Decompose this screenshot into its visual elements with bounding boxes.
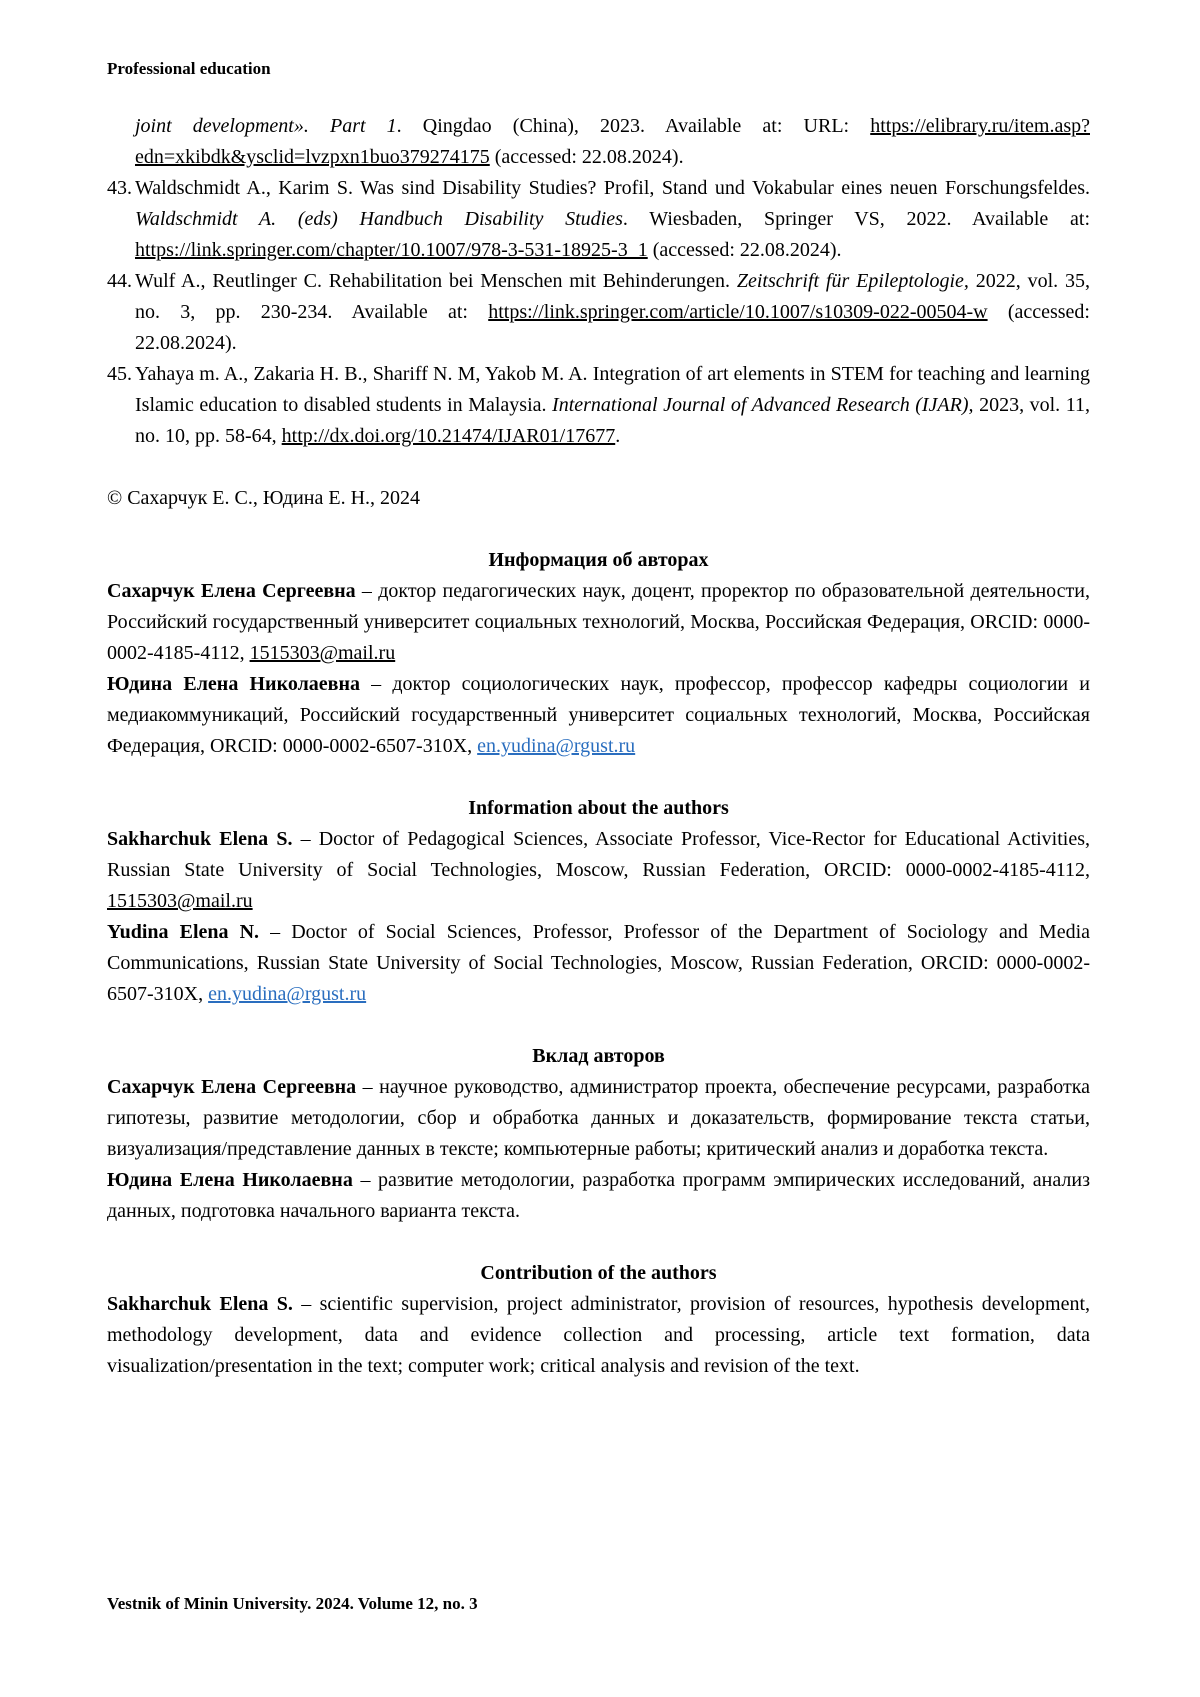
- author-paragraph: [107, 669, 1090, 762]
- author-paragraph: [107, 917, 1090, 1010]
- reference-item: [107, 111, 1090, 173]
- reference-number: [107, 111, 135, 173]
- email-link[interactable]: en.yudina@rgust.ru: [477, 735, 636, 757]
- text-run: joint development». Part 1: [135, 115, 397, 137]
- author-paragraph: [107, 824, 1090, 917]
- text-run: Zeitschrift für Epileptologie,: [736, 270, 969, 292]
- text-run: Yudina Elena N.: [107, 921, 260, 943]
- text-run: .: [615, 425, 621, 447]
- text-run: Sakharchuk Elena S.: [107, 828, 293, 850]
- text-run: . Qingdao (China), 2023. Available at: URL:: [396, 115, 871, 137]
- author-paragraph: [107, 576, 1090, 669]
- contribution-paragraph: [107, 1072, 1090, 1165]
- text-run: (accessed: 22.08.2024).: [135, 301, 1090, 354]
- email-link[interactable]: 1515303@mail.ru: [107, 890, 253, 912]
- reference-number: 44.: [107, 270, 132, 292]
- url-link[interactable]: https://link.springer.com/chapter/10.1007/978-3-531-18925-3_1: [135, 239, 648, 261]
- text-run: 2023, vol. 11, no. 10, pp. 58-64,: [135, 394, 1090, 447]
- section-contribution-en: [107, 1258, 1090, 1382]
- text-run: (accessed: 22.08.2024).: [489, 146, 684, 168]
- section-authors-info-en: [107, 793, 1090, 1010]
- section-authors-info-ru: [107, 545, 1090, 762]
- text-run: Yahaya m. A., Zakaria H. B., Shariff N. M, Yakob M. A. Integration of art elements in STEM for teaching and learning Islamic education to disabled students in Malaysia.: [135, 363, 1090, 416]
- text-run: – scientific supervision, project administrator, provision of resources, hypothesis development, methodology development, data and evidence collection and processing, article text formation, data visualization/presentation in the text; computer work; critical analysis and revision of the text.: [107, 1293, 1090, 1377]
- text-run: Сахарчук Елена Сергеевна: [107, 580, 356, 602]
- reference-number: 45.: [107, 363, 132, 385]
- contribution-paragraph: [107, 1289, 1090, 1382]
- reference-text: [135, 359, 1090, 452]
- text-run: – Doctor of Pedagogical Sciences, Associate Professor, Vice-Rector for Educational Activities, Russian State University of Social Technologies, Moscow, Russian Federation, ORCID: 0000-0002-4185-4112,: [107, 828, 1091, 881]
- text-run: – доктор педагогических наук, доцент, проректор по образовательной деятельности, Российский государственный университет социальных технологий, Москва, Российская Федерация, ORCID: 0000-0002-4185-4112,: [107, 580, 1090, 664]
- text-run: International Journal of Advanced Research (IJAR),: [552, 394, 974, 416]
- text-run: – научное руководство, администратор проекта, обеспечение ресурсами, разработка гипотезы, развитие методологии, сбор и обработка данных и доказательств, формирование текста статьи, визуализация/представление данных в тексте; компьютерные работы; критический анализ и доработка текста.: [107, 1076, 1090, 1160]
- text-run: 2022, vol. 35, no. 3, pp. 230-234. Available at:: [135, 270, 1090, 323]
- text-run: Waldschmidt A., Karim S. Was sind Disability Studies? Profil, Stand und Vokabular eines neuen Forschungsfeldes.: [135, 177, 1090, 199]
- url-link[interactable]: https://elibrary.ru/item.asp?edn=xkibdk&ysclid=lvzpxn1buo379274175: [135, 115, 1090, 168]
- running-header: Professional education: [107, 59, 271, 78]
- section-title: Информация об авторах: [488, 549, 709, 571]
- text-run: – доктор социологических наук, профессор, профессор кафедры социологии и медиакоммуникаций, Российский государственный университет социальных технологий, Москва, Российская Федерация, ORCID: 0000-0002-6507-310X,: [107, 673, 1090, 757]
- email-link[interactable]: 1515303@mail.ru: [249, 642, 396, 664]
- text-run: (accessed: 22.08.2024).: [647, 239, 842, 261]
- url-link[interactable]: https://link.springer.com/article/10.1007/s10309-022-00504-w: [488, 301, 988, 323]
- reference-text: [135, 173, 1090, 266]
- reference-item: [107, 266, 1090, 359]
- section-title: Information about the authors: [468, 797, 729, 819]
- copyright-line: © Сахарчук Е. С., Юдина Е. Н., 2024: [107, 487, 421, 509]
- reference-text: [135, 266, 1090, 359]
- reference-list: [107, 111, 1090, 452]
- section-title: Вклад авторов: [532, 1045, 665, 1067]
- text-run: Waldschmidt A. (eds) Handbuch Disability Studies: [135, 208, 623, 230]
- section-contribution-ru: [107, 1041, 1090, 1227]
- reference-item: [107, 359, 1090, 452]
- text-run: Sakharchuk Elena S.: [107, 1293, 293, 1315]
- section-title: Contribution of the authors: [480, 1262, 717, 1284]
- reference-number: 43.: [107, 177, 132, 199]
- text-run: Юдина Елена Николаевна: [107, 1169, 353, 1191]
- text-run: Сахарчук Елена Сергеевна: [107, 1076, 357, 1098]
- reference-item: [107, 173, 1090, 266]
- url-link[interactable]: http://dx.doi.org/10.21474/IJAR01/17677: [281, 425, 616, 447]
- text-run: – развитие методологии, разработка программ эмпирических исследований, анализ данных, подготовка начального варианта текста.: [107, 1169, 1090, 1222]
- text-run: . Wiesbaden, Springer VS, 2022. Available at:: [622, 208, 1090, 230]
- text-run: Юдина Елена Николаевна: [107, 673, 360, 695]
- text-run: Wulf A., Reutlinger C. Rehabilitation bei Menschen mit Behinderungen.: [135, 270, 737, 292]
- contribution-paragraph: [107, 1165, 1090, 1227]
- email-link[interactable]: en.yudina@rgust.ru: [208, 983, 367, 1005]
- text-run: – Doctor of Social Sciences, Professor, Professor of the Department of Sociology and Media Communications, Russian State University of Social Technologies, Moscow, Russian Federation, ORCID: 0000-0002-6507-310X,: [107, 921, 1090, 1005]
- reference-text: [135, 111, 1090, 173]
- journal-footer: Vestnik of Minin University. 2024. Volume 12, no. 3: [107, 1594, 478, 1613]
